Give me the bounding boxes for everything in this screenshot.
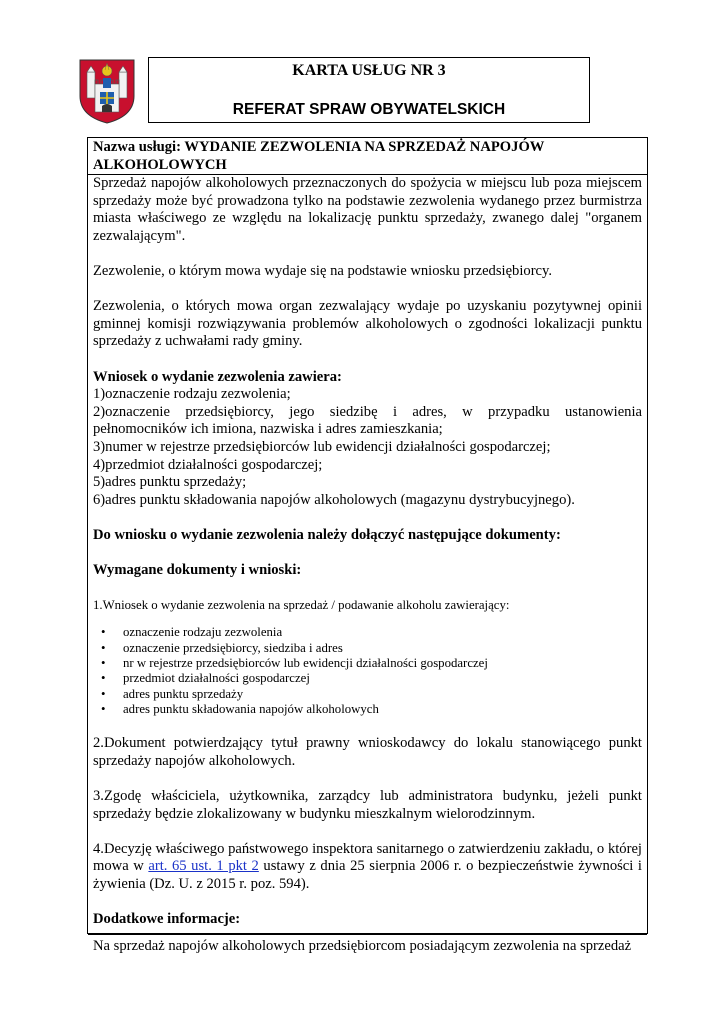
service-card [87,137,648,954]
list-item: • przedmiot działalności gospodarczej [101,671,310,686]
page-title: KARTA USŁUG NR 3 [292,62,446,79]
list-item: • nr w rejestrze przedsiębiorców lub ewidencji działalności gospodarczej [101,656,488,671]
required-documents-heading: Wymagane dokumenty i wnioski: [93,562,302,579]
application-item: 6)adres punktu składowania napojów alkoholowych (magazynu dystrybucyjnego). [93,491,575,508]
requirement-1: 1.Wniosek o wydanie zezwolenia na sprzedaż / podawanie alkoholu zawierający: [93,598,510,613]
requirement-3: 3.Zgodę właściciela, użytkownika, zarządcy lub administratora budynku, jeżeli punkt sprzedaży będzie zlokalizowany w budynku mieszkalnym wielorodzinnym. [93,788,642,822]
bullet-icon: • [101,640,106,655]
header-box [148,57,590,123]
documents-heading: Do wniosku o wydanie zezwolenia należy dołączyć następujące dokumenty: [93,526,561,543]
application-heading: Wniosek o wydanie zezwolenia zawiera: [93,368,342,385]
list-item: • adres punktu składowania napojów alkoholowych [101,702,379,717]
requirement-1-list [93,625,642,717]
list-item: • oznaczenie przedsiębiorcy, siedziba i adres [101,640,343,655]
paragraph-2: Zezwolenie, o którym mowa wydaje się na podstawie wniosku przedsiębiorcy. [93,262,553,279]
law-article-link[interactable]: art. 65 ust. 1 pkt 2 [148,858,259,875]
bullet-icon: • [101,625,106,640]
additional-info-text: Na sprzedaż napojów alkoholowych przedsiębiorcom posiadającym zezwolenia na sprzedaż [93,937,632,954]
requirement-2: 2.Dokument potwierdzający tytuł prawny wnioskodawcy do lokalu stanowiącego punkt sprzedaży napojów alkoholowych. [93,735,642,769]
bullet-icon: • [101,686,106,701]
application-item: 1)oznaczenie rodzaju zezwolenia; [93,386,291,403]
application-item: 5)adres punktu sprzedaży; [93,474,247,491]
requirement-4: 4.Decyzję właściwego państwowego inspektora sanitarnego o zatwierdzeniu zakładu, o której mowa w art. 65 ust. 1 pkt 2 ustawy z dnia 25 sierpnia 2006 r. o bezpieczeństwie żywności i żywienia (Dz. U. z 2015 r. poz. 594). [93,840,642,893]
additional-info-heading: Dodatkowe informacje: [93,911,241,928]
coat-of-arms-logo [78,58,136,124]
bullet-icon: • [101,656,106,671]
application-item: 4)przedmiot działalności gospodarczej; [93,456,323,473]
department-title: REFERAT SPRAW OBYWATELSKICH [232,101,506,118]
intro-paragraph: Sprzedaż napojów alkoholowych przeznaczonych do spożycia w miejscu lub poza miejscem sprzedaży może być prowadzona tylko na podstawie zezwolenia wydanego przez burmistrza miasta właściwego ze względu na lokalizację punktu sprzedaży, zwanego dalej "organem zezwalającym". [93,175,642,244]
bullet-icon: • [101,671,106,686]
paragraph-3: Zezwolenia, o których mowa organ zezwalający wydaje po uzyskaniu pozytywnej opinii gminnej komisji rozwiązywania problemów alkoholowych o zgodności lokalizacji punktu sprzedaży z uchwałami rady gminy. [93,298,642,350]
service-body [88,175,647,955]
list-item: • oznaczenie rodzaju zezwolenia [101,625,283,640]
list-item: • adres punktu sprzedaży [101,686,244,701]
service-name: Nazwa usługi: WYDANIE ZEZWOLENIA NA SPRZEDAŻ NAPOJÓW ALKOHOLOWYCH [88,138,647,175]
application-item: 2)oznaczenie przedsiębiorcy, jego siedzibę i adres, w przypadku ustanowienia pełnomocników ich imiona, nazwiska i adres zamieszkania; [93,403,642,438]
application-item: 3)numer w rejestrze przedsiębiorców lub ewidencji działalności gospodarczej; [93,438,551,455]
bullet-icon: • [101,702,106,717]
